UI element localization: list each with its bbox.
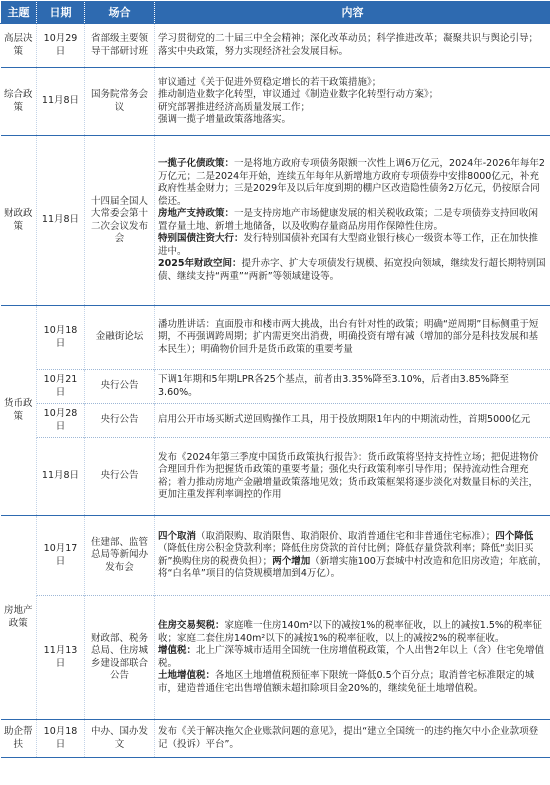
section-label-general: 综合政策 bbox=[1, 68, 37, 136]
row-date: 10月28日 bbox=[37, 404, 85, 438]
content-text: 家庭唯一住房140m²以下的减按1%的税率征收，以上的减按1.5%的税率征收；家庭二套住房140m²以下的减按1%的税率征收，以上的减按2%的税率征收。 bbox=[158, 620, 542, 644]
content-heading: 两个增加 bbox=[272, 555, 311, 567]
content-heading: 四个取消 bbox=[158, 530, 197, 542]
content-text: 北上广深等城市适用全国统一住房增值税政策，个人出售2年以上（含）住宅免增值税。 bbox=[158, 645, 545, 669]
row-venue: 央行公告 bbox=[85, 404, 155, 438]
content-heading: 房地产支持政策： bbox=[158, 208, 235, 219]
content-text: 发行特别国债补充国有大型商业银行核心一级资本等工作，正在加快推进中。 bbox=[158, 233, 539, 257]
row-content: 启用公开市场买断式逆回购操作工具，用于投放期限1年内的中期流动性，首期5000亿元 bbox=[155, 404, 550, 438]
row-content: 发布《关于解决拖欠企业账款问题的意见》，提出“建立全国统一的违约拖欠中小企业款项登记（投诉）平台”。 bbox=[155, 720, 550, 758]
table-row bbox=[1, 24, 550, 68]
row-date: 10月29日 bbox=[37, 24, 85, 68]
row-content: 发布《2024年第三季度中国货币政策执行报告》：货币政策将坚持支持性立场；把促进物价合理回升作为把握货币政策的重要考量；强化央行政策利率引导作用；保持流动性合理充裕；着力推动房地产金融增量政策落地见效；货币政策框架将逐步淡化对数量目标的关注，更加注重发挥利率调控的作用 bbox=[155, 438, 550, 516]
content-heading: 特别国债注资大行： bbox=[158, 233, 244, 244]
header-date: 日期 bbox=[37, 1, 85, 24]
table-row bbox=[1, 136, 550, 306]
row-venue: 央行公告 bbox=[85, 438, 155, 516]
content-heading: 一揽子化债政策： bbox=[158, 158, 235, 169]
table-row bbox=[1, 720, 550, 758]
section-label-enterprise: 助企帮扶 bbox=[1, 720, 37, 758]
row-date: 10月18日 bbox=[37, 720, 85, 758]
content-line: 强调一揽子增量政策落地落实。 bbox=[158, 114, 292, 125]
row-date: 11月8日 bbox=[37, 68, 85, 136]
row-date: 11月13日 bbox=[37, 596, 85, 720]
row-venue: 十四届全国人大常委会第十二次会议发布会 bbox=[85, 136, 155, 306]
row-date: 10月21日 bbox=[37, 370, 85, 404]
row-content: 学习贯彻党的二十届三中全会精神；深化改革动员；科学推进改革；凝聚共识与舆论引导；落实中央政策，努力实现经济社会发展目标。 bbox=[155, 24, 550, 68]
row-venue: 国务院常务会议 bbox=[85, 68, 155, 136]
row-venue: 金融街论坛 bbox=[85, 306, 155, 370]
content-paragraph bbox=[158, 531, 547, 581]
row-content bbox=[155, 596, 550, 720]
row-venue: 省部级主要领导干部研讨班 bbox=[85, 24, 155, 68]
content-text: 各地区土地增值税预征率下限统一降低0.5个百分点；取消普宅标准限定的城市，建造普通住宅出售增值额未超扣除项目金20%的，继续免征土地增值税。 bbox=[158, 670, 535, 694]
content-paragraph bbox=[158, 233, 547, 258]
content-heading: 住房交易契税： bbox=[158, 620, 225, 631]
table-header-row bbox=[1, 1, 550, 24]
header-topic: 主题 bbox=[1, 1, 37, 24]
content-text: 提升赤字、扩大专项债发行规模、拓宽投向领域，继续发行超长期特别国债、继续支持“两重”“两新”等领域建设等。 bbox=[158, 258, 546, 282]
content-text: （降低住房公积金贷款利率；降低住房贷款的首付比例；降低存量贷款利率；降低“卖旧买新”换购住房的税费负担）； bbox=[158, 543, 534, 567]
content-text: （新增实施100万套城中村改造和危旧房改造；年底前，将“白名单”项目的信贷规模增加到4万亿）。 bbox=[158, 555, 547, 579]
row-date: 10月18日 bbox=[37, 306, 85, 370]
table-row bbox=[1, 596, 550, 720]
content-paragraph bbox=[158, 158, 547, 208]
section-label-high: 高层决策 bbox=[1, 24, 37, 68]
table-row bbox=[1, 516, 550, 596]
row-content bbox=[155, 68, 550, 136]
content-heading: 土地增值税： bbox=[158, 670, 216, 681]
content-paragraph bbox=[158, 670, 547, 695]
content-text: （取消限购、取消限售、取消限价、取消普通住宅和非普通住宅标准）； bbox=[196, 530, 496, 542]
row-content bbox=[155, 136, 550, 306]
content-paragraph bbox=[158, 258, 547, 283]
table-row bbox=[1, 404, 550, 438]
row-date: 10月17日 bbox=[37, 516, 85, 596]
content-paragraph bbox=[158, 645, 547, 670]
row-content bbox=[155, 516, 550, 596]
row-venue: 中办、国办发文 bbox=[85, 720, 155, 758]
content-line: 推动制造业数字化转型，审议通过《制造业数字化转型行动方案》； bbox=[158, 89, 439, 100]
section-label-fiscal: 财政政策 bbox=[1, 136, 37, 306]
content-text: 一是支持房地产市场健康发展的相关税收政策；二是专项债券支持回收闲置存量土地、新增土地储备，以及收购存量商品房用作保障性住房。 bbox=[158, 208, 539, 232]
section-label-property: 房地产政策 bbox=[1, 516, 37, 720]
table-row bbox=[1, 370, 550, 404]
content-heading: 增值税： bbox=[158, 645, 197, 656]
content-text: 一是将地方政府专项债务限额一次性上调6万亿元，2024年-2026年每年2万亿元；二是2024年开始，连续五年每年从新增地方政府专项债券中安排8000亿元，补充政府性基金财力；三是2029年及以后年度到期的棚户区改造隐性债务2万亿元，仍按原合同偿还。 bbox=[158, 158, 545, 207]
content-paragraph bbox=[158, 620, 547, 645]
row-venue: 财政部、税务总局、住房城乡建设部联合公告 bbox=[85, 596, 155, 720]
row-venue: 央行公告 bbox=[85, 370, 155, 404]
table-row bbox=[1, 306, 550, 370]
header-venue: 场合 bbox=[85, 1, 155, 24]
content-line: 审议通过《关于促进外贸稳定增长的若干政策措施》； bbox=[158, 76, 382, 88]
content-heading: 2025年财政空间： bbox=[158, 258, 242, 269]
row-content: 潘功胜讲话：直面股市和楼市两大挑战，出台有针对性的政策；明确“逆周期”目标侧重于短期，不再强调跨周期；扩内需更突出消费，明确投资有增有减（增加的部分是科技发展和基本民生）；明确物价回升是货币政策的重要考量 bbox=[155, 306, 550, 370]
section-label-monetary: 货币政策 bbox=[1, 306, 37, 516]
content-heading: 四个降低 bbox=[495, 530, 534, 542]
header-content: 内容 bbox=[155, 1, 550, 24]
content-paragraph bbox=[158, 208, 547, 233]
row-content: 下调1年期和5年期LPR各25个基点，前者由3.35%降至3.10%，后者由3.85%降至3.60%。 bbox=[155, 370, 550, 404]
row-date: 11月8日 bbox=[37, 136, 85, 306]
row-date: 11月8日 bbox=[37, 438, 85, 516]
row-venue: 住建部、监管总局等新闻办发布会 bbox=[85, 516, 155, 596]
table-row bbox=[1, 438, 550, 516]
content-line: 研究部署推进经济高质量发展工作； bbox=[158, 101, 311, 113]
table-row bbox=[1, 68, 550, 136]
